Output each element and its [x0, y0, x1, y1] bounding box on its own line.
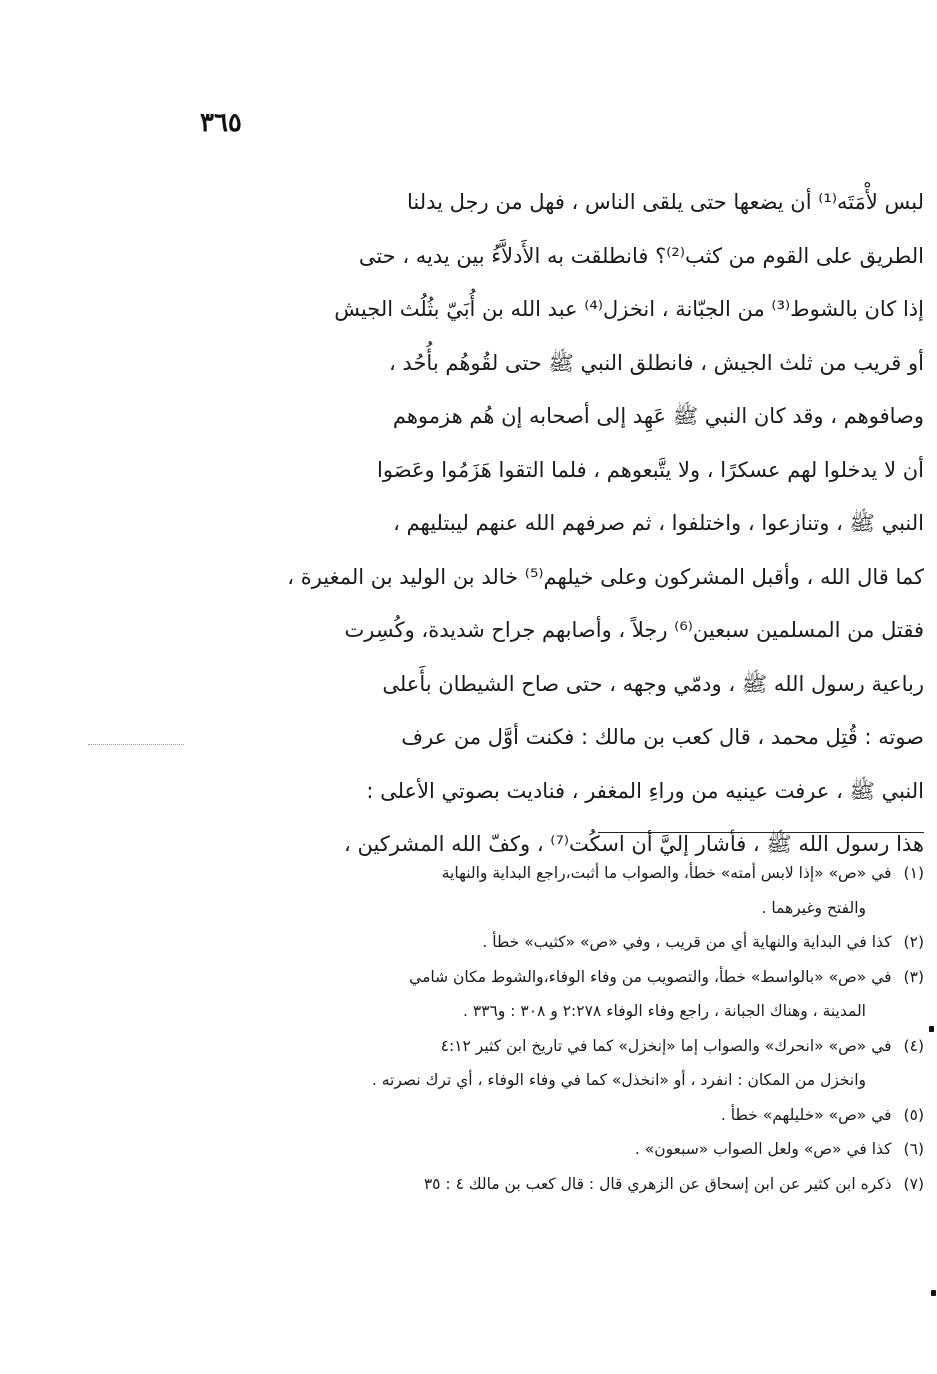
text-line: كما قال الله ، وأقبل المشركون وعلى خيلهم⁽⁵⁾ خالد بن الوليد بن المغيرة ، — [287, 564, 924, 589]
footnote-4 — [196, 1029, 924, 1064]
footnote-3-continuation: المدينة ، وهناك الجبانة ، راجع وفاء الوفاء ٢:٢٧٨ و ٣٠٨ : و٣٣٦ . — [463, 1002, 866, 1020]
text-line: وصافوهم ، وقد كان النبي ﷺ عَهِد إلى أصحابه إن هُم هزموهم — [392, 404, 924, 428]
footnote-text: كذا في البداية والنهاية أي من قريب ، وفي «ص» «كثيب» خطأ . — [482, 933, 892, 951]
footnote-number: (٢) — [903, 933, 924, 951]
footnote-number: (١) — [903, 864, 924, 882]
text-line: لبس لأْمَتَه⁽¹⁾ أن يضعها حتى يلقى الناس ، فهل من رجل يدلنا — [406, 190, 924, 214]
footnote-text: في «ص» «بالواسط» خطأ، والتصويب من وفاء الوفاء،والشوط مكان شامي — [409, 967, 892, 986]
text-line: رباعية رسول الله ﷺ ، ودمّي وجهه ، حتى صاح الشيطان بأَعلى — [382, 671, 924, 696]
text-line: أو قريب من ثلث الجيش ، فانطلق النبي ﷺ حتى لقُوهُم بأُحُد ، — [388, 350, 924, 375]
footnote-number: (٤) — [903, 1036, 924, 1055]
text-line: النبي ﷺ ، وتنازعوا ، واختلفوا ، ثم صرفهم الله عنهم ليبتليهم ، — [393, 511, 924, 535]
footnote-text: في «ص» «خليلهم» خطأ . — [720, 1105, 892, 1124]
footnote-3 — [196, 960, 924, 995]
text-line: فقتل من المسلمين سبعين⁽⁶⁾ رجلاً ، وأصابهم جراح شديدة، وكُسِرت — [344, 618, 924, 642]
footnote-number: (٥) — [903, 1105, 924, 1124]
footnote-text: في «ص» «انحرك» والصواب إما «إنخزل» كما في تاريخ ابن كثير ٤:١٢ — [440, 1036, 892, 1055]
footnote-4-continuation: وانخزل من المكان : انفرد ، أو «انخذل» كما في وفاء الوفاء ، أي ترك نصرته . — [371, 1071, 866, 1089]
scan-speck — [931, 1290, 936, 1296]
footnote-5 — [196, 1098, 924, 1133]
footnote-number: (٦) — [903, 1140, 924, 1158]
footnote-6 — [196, 1132, 924, 1167]
text-line: الطريق على القوم من كثب⁽²⁾؟ فانطلقت به الأَدلاَّءُ بين يديه ، حتى — [358, 243, 924, 268]
footnote-text: ذكره ابن كثير عن ابن إسحاق عن الزهري قال : قال كعب بن مالك ٤ : ٣٥ — [423, 1174, 892, 1193]
text-line: أن لا يدخلوا لهم عسكرًا ، ولا يتَّبعوهم ، فلما التقوا هَزَمُوا وعَصَوا — [377, 457, 924, 482]
text-line: النبي ﷺ ، عرفت عينيه من وراءِ المغفر ، فناديت بصوتي الأعلى : — [366, 778, 924, 803]
footnotes — [196, 856, 924, 1201]
footnote-number: (٣) — [903, 967, 924, 986]
footnote-separator — [598, 832, 924, 833]
main-text-block — [156, 176, 924, 872]
footnote-1 — [196, 856, 924, 891]
footnote-2 — [196, 925, 924, 960]
footnote-number: (٧) — [903, 1174, 924, 1193]
page-number: ٣٦٥ — [200, 108, 242, 138]
footnote-text: كذا في «ص» ولعل الصواب «سبعون» . — [634, 1140, 892, 1158]
text-line: صوته : قُتِل محمد ، قال كعب بن مالك : فكنت أوَّل من عرف — [401, 725, 924, 749]
footnote-7 — [196, 1167, 924, 1202]
text-line: إذا كان بالشوط⁽³⁾ من الجبّانة ، انخزل⁽⁴⁾ عبد الله بن أُبَيّ بثُلُث الجيش — [334, 297, 924, 321]
footnote-1-continuation: والفتح وغيرهما . — [761, 898, 866, 917]
scan-dotted-mark — [88, 744, 184, 745]
scan-speck — [929, 1026, 934, 1032]
text-line: هذا رسول الله ﷺ ، فأشار إليَّ أن اسكُت⁽⁷⁾ ، وكفّ الله المشركين ، — [344, 832, 924, 856]
footnote-text: في «ص» «إذا لابس أمته» خطأ، والصواب ما أثبت،راجع البداية والنهاية — [441, 864, 892, 882]
